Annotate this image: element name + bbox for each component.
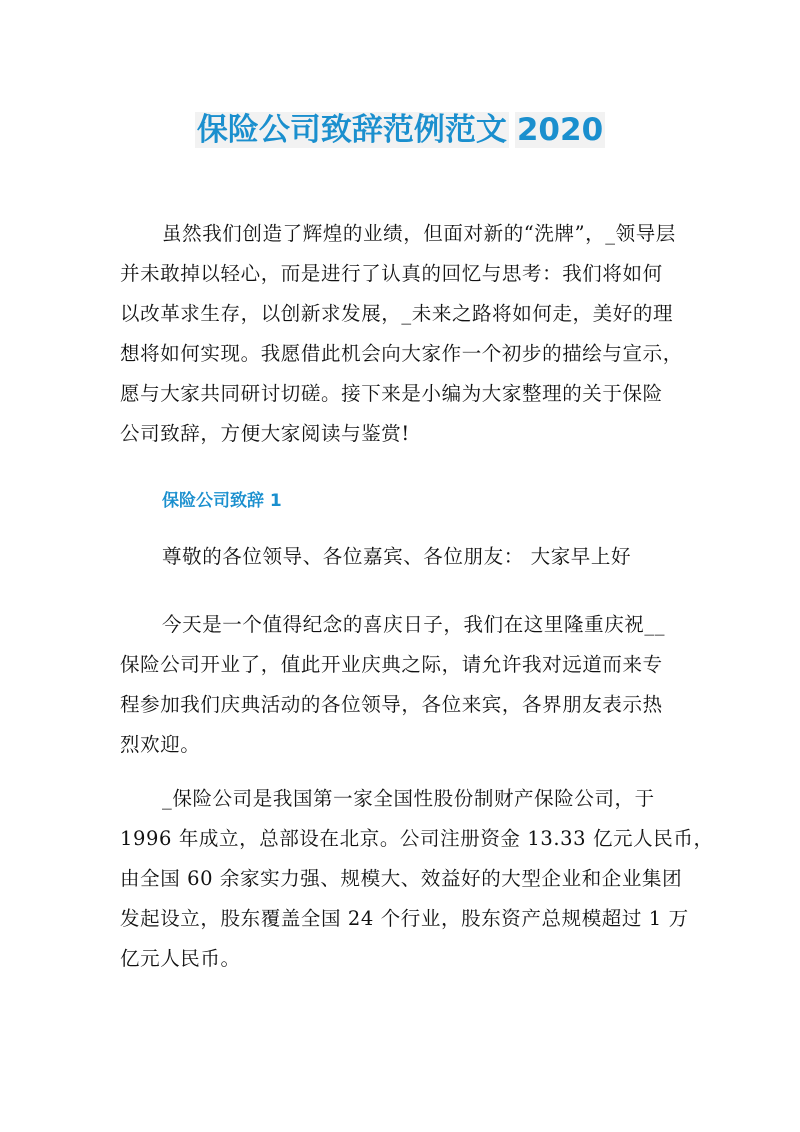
- document-title: [0, 108, 800, 152]
- intro-line-1: 虽然我们创造了辉煌的业绩，但面对新的“洗牌”，_领导层: [162, 222, 676, 245]
- para3-line-4: 发起设立，股东覆盖全国 24 个行业，股东资产总规模超过 1 万: [120, 907, 689, 930]
- intro-line-4: 想将如何实现。我愿借此机会向大家作一个初步的描绘与宣示，: [120, 342, 683, 365]
- para2-line-2: 保险公司开业了，值此开业庆典之际，请允许我对远道而来专: [120, 653, 663, 676]
- para3-line-2: 1996 年成立，总部设在北京。公司注册资金 13.33 亿元人民币，: [120, 827, 714, 850]
- para2-line-1: 今天是一个值得纪念的喜庆日子，我们在这里隆重庆祝__: [162, 613, 666, 636]
- title-main: 保险公司致辞范例范文: [196, 112, 507, 148]
- para3-line-3: 由全国 60 余家实力强、规模大、效益好的大型企业和企业集团: [120, 867, 683, 890]
- para2-line-4: 烈欢迎。: [120, 733, 201, 756]
- intro-line-5: 愿与大家共同研讨切磋。接下来是小编为大家整理的关于保险: [120, 382, 663, 405]
- para3-line-5: 亿元人民币。: [120, 947, 241, 970]
- para2-line-3: 程参加我们庆典活动的各位领导，各位来宾，各界朋友表示热: [120, 693, 663, 716]
- intro-line-3: 以改革求生存，以创新求发展，_未来之路将如何走，美好的理: [120, 302, 674, 325]
- section-heading: 保险公司致辞 1: [162, 491, 282, 511]
- para3-line-1: _保险公司是我国第一家全国性股份制财产保险公司，于: [162, 787, 655, 810]
- intro-line-6: 公司致辞，方便大家阅读与鉴赏!: [120, 422, 410, 445]
- greeting-line: 尊敬的各位领导、各位嘉宾、各位朋友： 大家早上好: [162, 545, 632, 568]
- title-year: 2020: [516, 112, 604, 148]
- intro-line-2: 并未敢掉以轻心，而是进行了认真的回忆与思考：我们将如何: [120, 262, 663, 285]
